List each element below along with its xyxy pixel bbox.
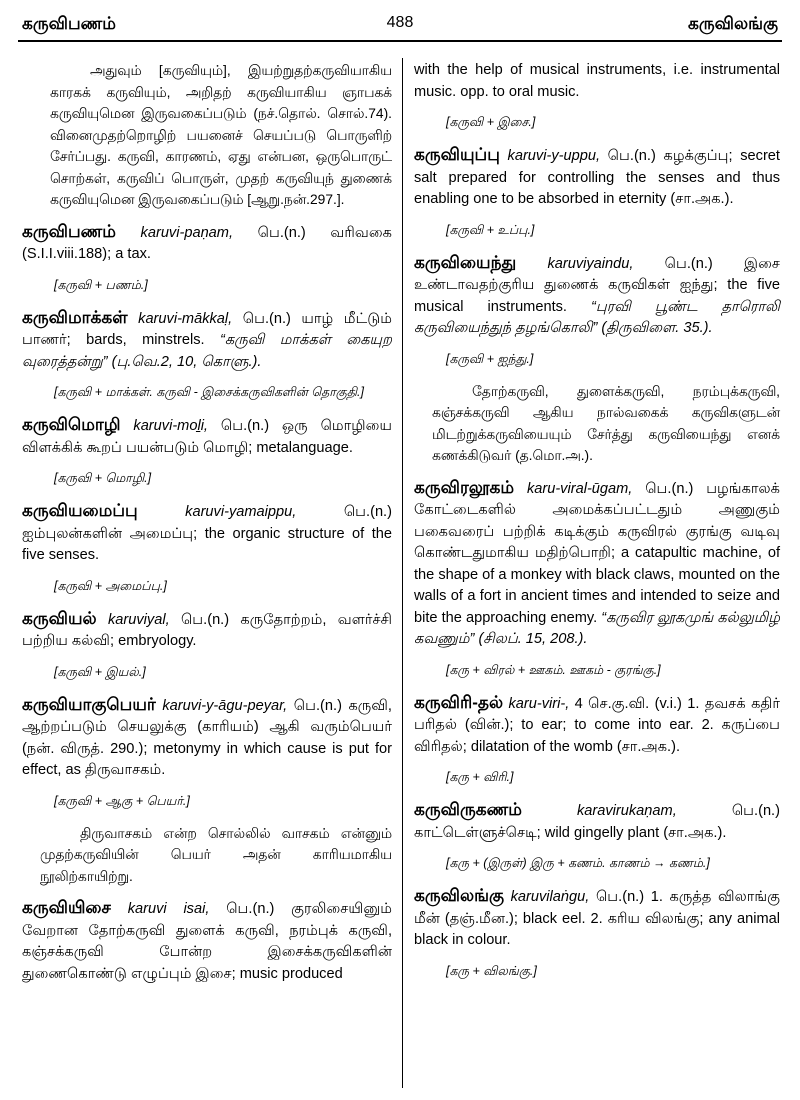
definition: பெ.(n.) இசை உண்டாவதற்குரிய துணைக் கருவிகள் ஐந்து; the five musical instruments. [414,255,781,315]
right-running-headword: கருவிலங்கு [688,14,778,33]
headword: கருவிமாக்கள் [22,307,128,327]
definition: பெ.(n.) பழங்காலக் கோட்டைகளில் அமைக்கப்பட்டதும் அணுகும் பகைவரைப் பற்றிக் கடிக்கும் கருவிரல் குரங்கு வடிவு கொண்டதுமாகிய மதிற்பொறி; a catapultic machine, of the shape of a monkey with black claws, mounted on the walls of a fort in ancient times and intended to seize and bite the approaching enemy. [414,480,780,626]
headword: கருவியைந்து [414,252,517,272]
entry-karuvi-y-agu-peyar [22,694,392,782]
transliteration: karavirukaṇam, [576,803,677,819]
transliteration: karuvilaṅgu, [510,889,590,905]
etymology: [கருவி + மாக்கள். கருவி - இசைக்கருவிகளின் தொகுதி.] [54,385,364,399]
definition: பெ.(n.) 1. கருத்த விலாங்கு மீன் (தஞ்.மீன.); black eel. 2. கரிய விலங்கு; any animal black in colour. [414,889,780,948]
transliteration: karuvi-y-āgu-peyar, [162,697,288,714]
transliteration: karuvi isai, [127,901,210,917]
transliteration: karu-viri-, [508,695,570,712]
headword: கருவியல் [22,608,97,628]
left-column [22,60,392,995]
etymology: [கரு + விரல் + ஊகம். ஊகம் - குரங்கு.] [446,662,661,677]
transliteration: karuviyal, [107,611,170,628]
quotation: “கருவிர லூகமுங் கல்லுமிழ் கவணும்” (சிலப். 15, 208.). [414,609,780,647]
headword: கருவிருகணம் [414,800,522,819]
continued-note: அதுவும் [கருவியும்], இயற்றுதற்கருவியாகிய காரகக் கருவியும், அறிதற் கருவியாகிய ஞாபகக் கருவியுமென இருவகைப்படும் (நச்.தொல். சொல்.74). வினைமுதற்றொழிற் பயனைச் செயப்படு பொருளிற் சேர்ப்பது. கருவி, காரணம், ஏது என்பன, ஒருபொருட் சொற்கள், கருவிப் பொருள், முதற் கருவியுந் துணைக் கருவியுமென இருவகைப்படும் [ஆறு.நன்.297.]. [50,63,392,207]
page-number: 488 [386,14,414,31]
transliteration: karuvi-mākkaḷ, [138,310,233,327]
definition: பெ.(n.) கழக்குப்பு; secret salt prepared for controlling the senses and thus enabling one to be absorbed in eternity (சா.அக.). [414,148,780,207]
etymology: [கரு + (இருள்) இரு + கணம். காணம் → கணம்.] [446,856,710,870]
entry-karu-viri-tal [414,692,780,759]
entry-karuvi-panam [22,221,392,266]
header-rule [18,40,782,42]
entry-karuviyaindu [414,252,780,340]
etymology: [கருவி + ஆகு + பெயர்.] [54,793,190,808]
transliteration: karu-viral-ūgam, [526,480,633,497]
etymology: [கருவி + பணம்.] [54,277,148,292]
transliteration: karuvi-yamaippu, [185,504,297,520]
etymology: [கருவி + அமைப்பு.] [54,578,167,593]
quotation: “கருவி மாக்கள் கையுற வுரைத்தன்று” (பு.வெ.2, 10, கொளு.). [22,332,393,370]
definition: பெ.(n.) கருவி, ஆற்றப்படும் செயலுக்கு (காரியம்) ஆகி வரும்பெயர் (நன். விருத். 290.); metonymy in which cause is put for effect, as திருவாசகம். [22,697,392,778]
headword: கருவிரலூகம் [414,477,515,497]
page-header [0,6,800,42]
etymology: [கருவி + உப்பு.] [446,222,535,237]
definition: பெ.(n.) வரிவகை (S.I.I.viii.188); a tax. [22,224,392,262]
transliteration: karuvi-moḻi, [133,418,208,434]
explanatory-note: தோற்கருவி, துளைக்கருவி, நரம்புக்கருவி, கஞ்சக்கருவி ஆகிய நால்வகைக் கருவிகளுடன் மிடற்றுக்கருவியையும் சேர்த்து கருவியைந்து எனக் கணக்கிடுவர் (த.மொ.அ.). [432,383,780,463]
definition: பெ.(n.) குரலிசையினும் வேறான தோற்கருவி துளைக் கருவி, நரம்புக் கருவி, கஞ்சக்கருவி போன்ற இசைக்கருவிகளின் துணைகொண்டு எழுப்பும் இசை; music produced [22,901,392,982]
entry-karuviyal [22,608,392,653]
headword: கருவியமைப்பு [22,501,138,520]
definition: பெ.(n.) கருதோற்றம், வளர்ச்சி பற்றிய கல்வி; embryology. [22,611,392,649]
headword: கருவியிசை [22,898,111,917]
entry-karavirukanam [414,799,780,844]
headword: கருவிரி-தல் [414,692,504,712]
entry-karuvi-isai [22,897,392,985]
explanatory-note: திருவாசகம் என்ற சொல்லில் வாசகம் என்னும் முதற்கருவியின் பெயர் அதன் காரியமாகிய நூலிற்காயிற்று. [40,825,392,884]
headword: கருவிபணம் [22,221,116,241]
definition: பெ.(n.) ஒரு மொழியை விளக்கிக் கூறப் பயன்படும் மொழி; metalanguage. [22,418,392,456]
etymology: [கருவி + இயல்.] [54,664,146,679]
column-divider [402,58,403,1088]
definition: பெ.(n.) யாழ் மீட்டும் பாணர்; bards, minstrels. [22,310,392,348]
transliteration: karuvi-y-uppu, [507,148,600,164]
right-column [414,60,780,993]
entry-karuvilangu [414,885,780,952]
etymology: [கருவி + மொழி.] [54,471,152,485]
quotation: “புரவி பூண்ட தாரொலி கருவியைந்துந் தழங்கொலி” (திருவிளை. 35.). [414,298,780,336]
headword: கருவியுப்பு [414,145,500,164]
transliteration: karuviyaindu, [547,255,634,272]
transliteration: karuvi-paṇam, [140,224,234,241]
entry-karuvi-yamaippu [22,500,392,567]
etymology: [கருவி + இசை.] [446,115,536,129]
etymology: [கரு + விரி.] [446,770,514,784]
entry-karuvi-makkal [22,307,392,374]
headword: கருவிமொழி [22,415,121,434]
continued-definition: with the help of musical instruments, i.e. instrumental music. opp. to oral music. [414,62,780,100]
entry-karuvi-y-uppu [414,144,780,211]
entry-karu-viral-ugam [414,477,780,651]
definition: பெ.(n.) காட்டெள்ளுச்செடி; wild gingelly plant (சா.அக.). [414,803,780,841]
definition: பெ.(n.) ஐம்புலன்களின் அமைப்பு; the organic structure of the five senses. [22,504,392,563]
definition: 4 செ.கு.வி. (v.i.) 1. தவசக் கதிர் பரிதல் (வின்.); to ear; to come into ear. 2. கருப்பை விரிதல்; dilatation of the womb (சா.அக.). [414,695,781,755]
etymology: [கருவி + ஐந்து.] [446,351,534,366]
headword: கருவிலங்கு [414,886,504,905]
headword: கருவியாகுபெயர் [22,694,156,714]
entry-karuvi-mozhi [22,414,392,459]
etymology: [கரு + விலங்கு.] [446,963,537,978]
left-running-headword: கருவிபணம் [22,14,116,33]
